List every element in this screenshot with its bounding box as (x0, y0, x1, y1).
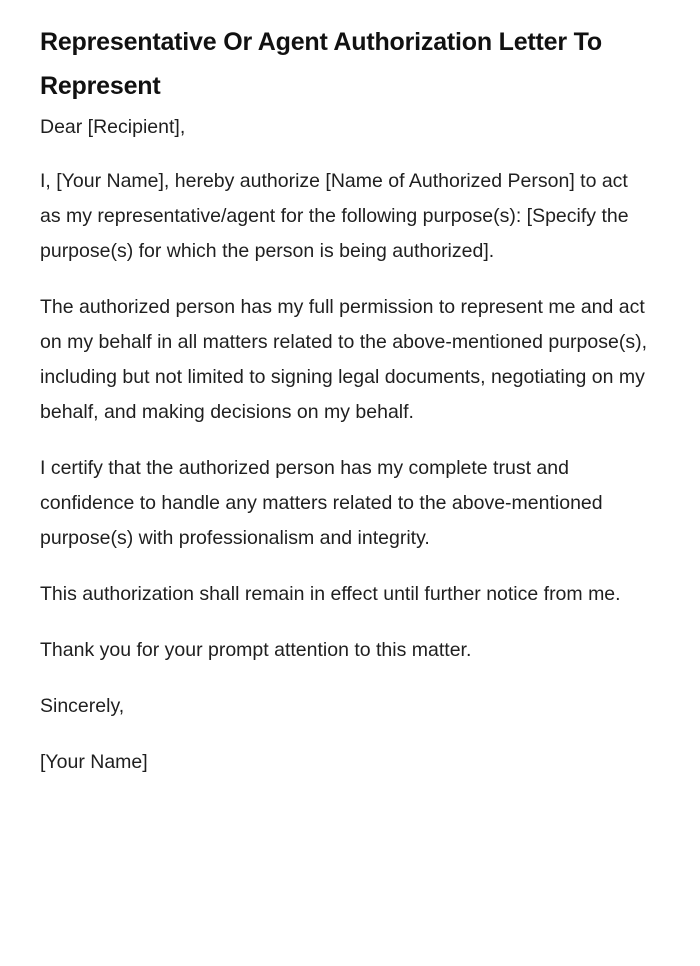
letter-paragraph-authorization: I, [Your Name], hereby authorize [Name of Authorized Person] to act as my representative/agent for the following purpose(s): [Specify the purpose(s) for which the person is being authorized]. (40, 170, 629, 262)
letter-greeting: Dear [Recipient], (40, 116, 186, 138)
letter-paragraph-certification: I certify that the authorized person has my complete trust and confidence to handle any matters related to the above-mentioned purpose(s) with professionalism and integrity. (40, 457, 603, 549)
letter-paragraph-permission: The authorized person has my full permission to represent me and act on my behalf in all matters related to the above-mentioned purpose(s), including but not limited to signing legal documents, negotiating on my behalf, and making decisions on my behalf. (40, 296, 647, 423)
letter-paragraph-thanks: Thank you for your prompt attention to this matter. (40, 639, 472, 661)
letter-title: Representative Or Agent Authorization Letter To Represent (40, 28, 602, 100)
letter-signature: [Your Name] (40, 751, 148, 773)
letter-page (40, 20, 650, 801)
letter-closing: Sincerely, (40, 695, 125, 717)
letter-paragraph-duration: This authorization shall remain in effect until further notice from me. (40, 583, 621, 605)
